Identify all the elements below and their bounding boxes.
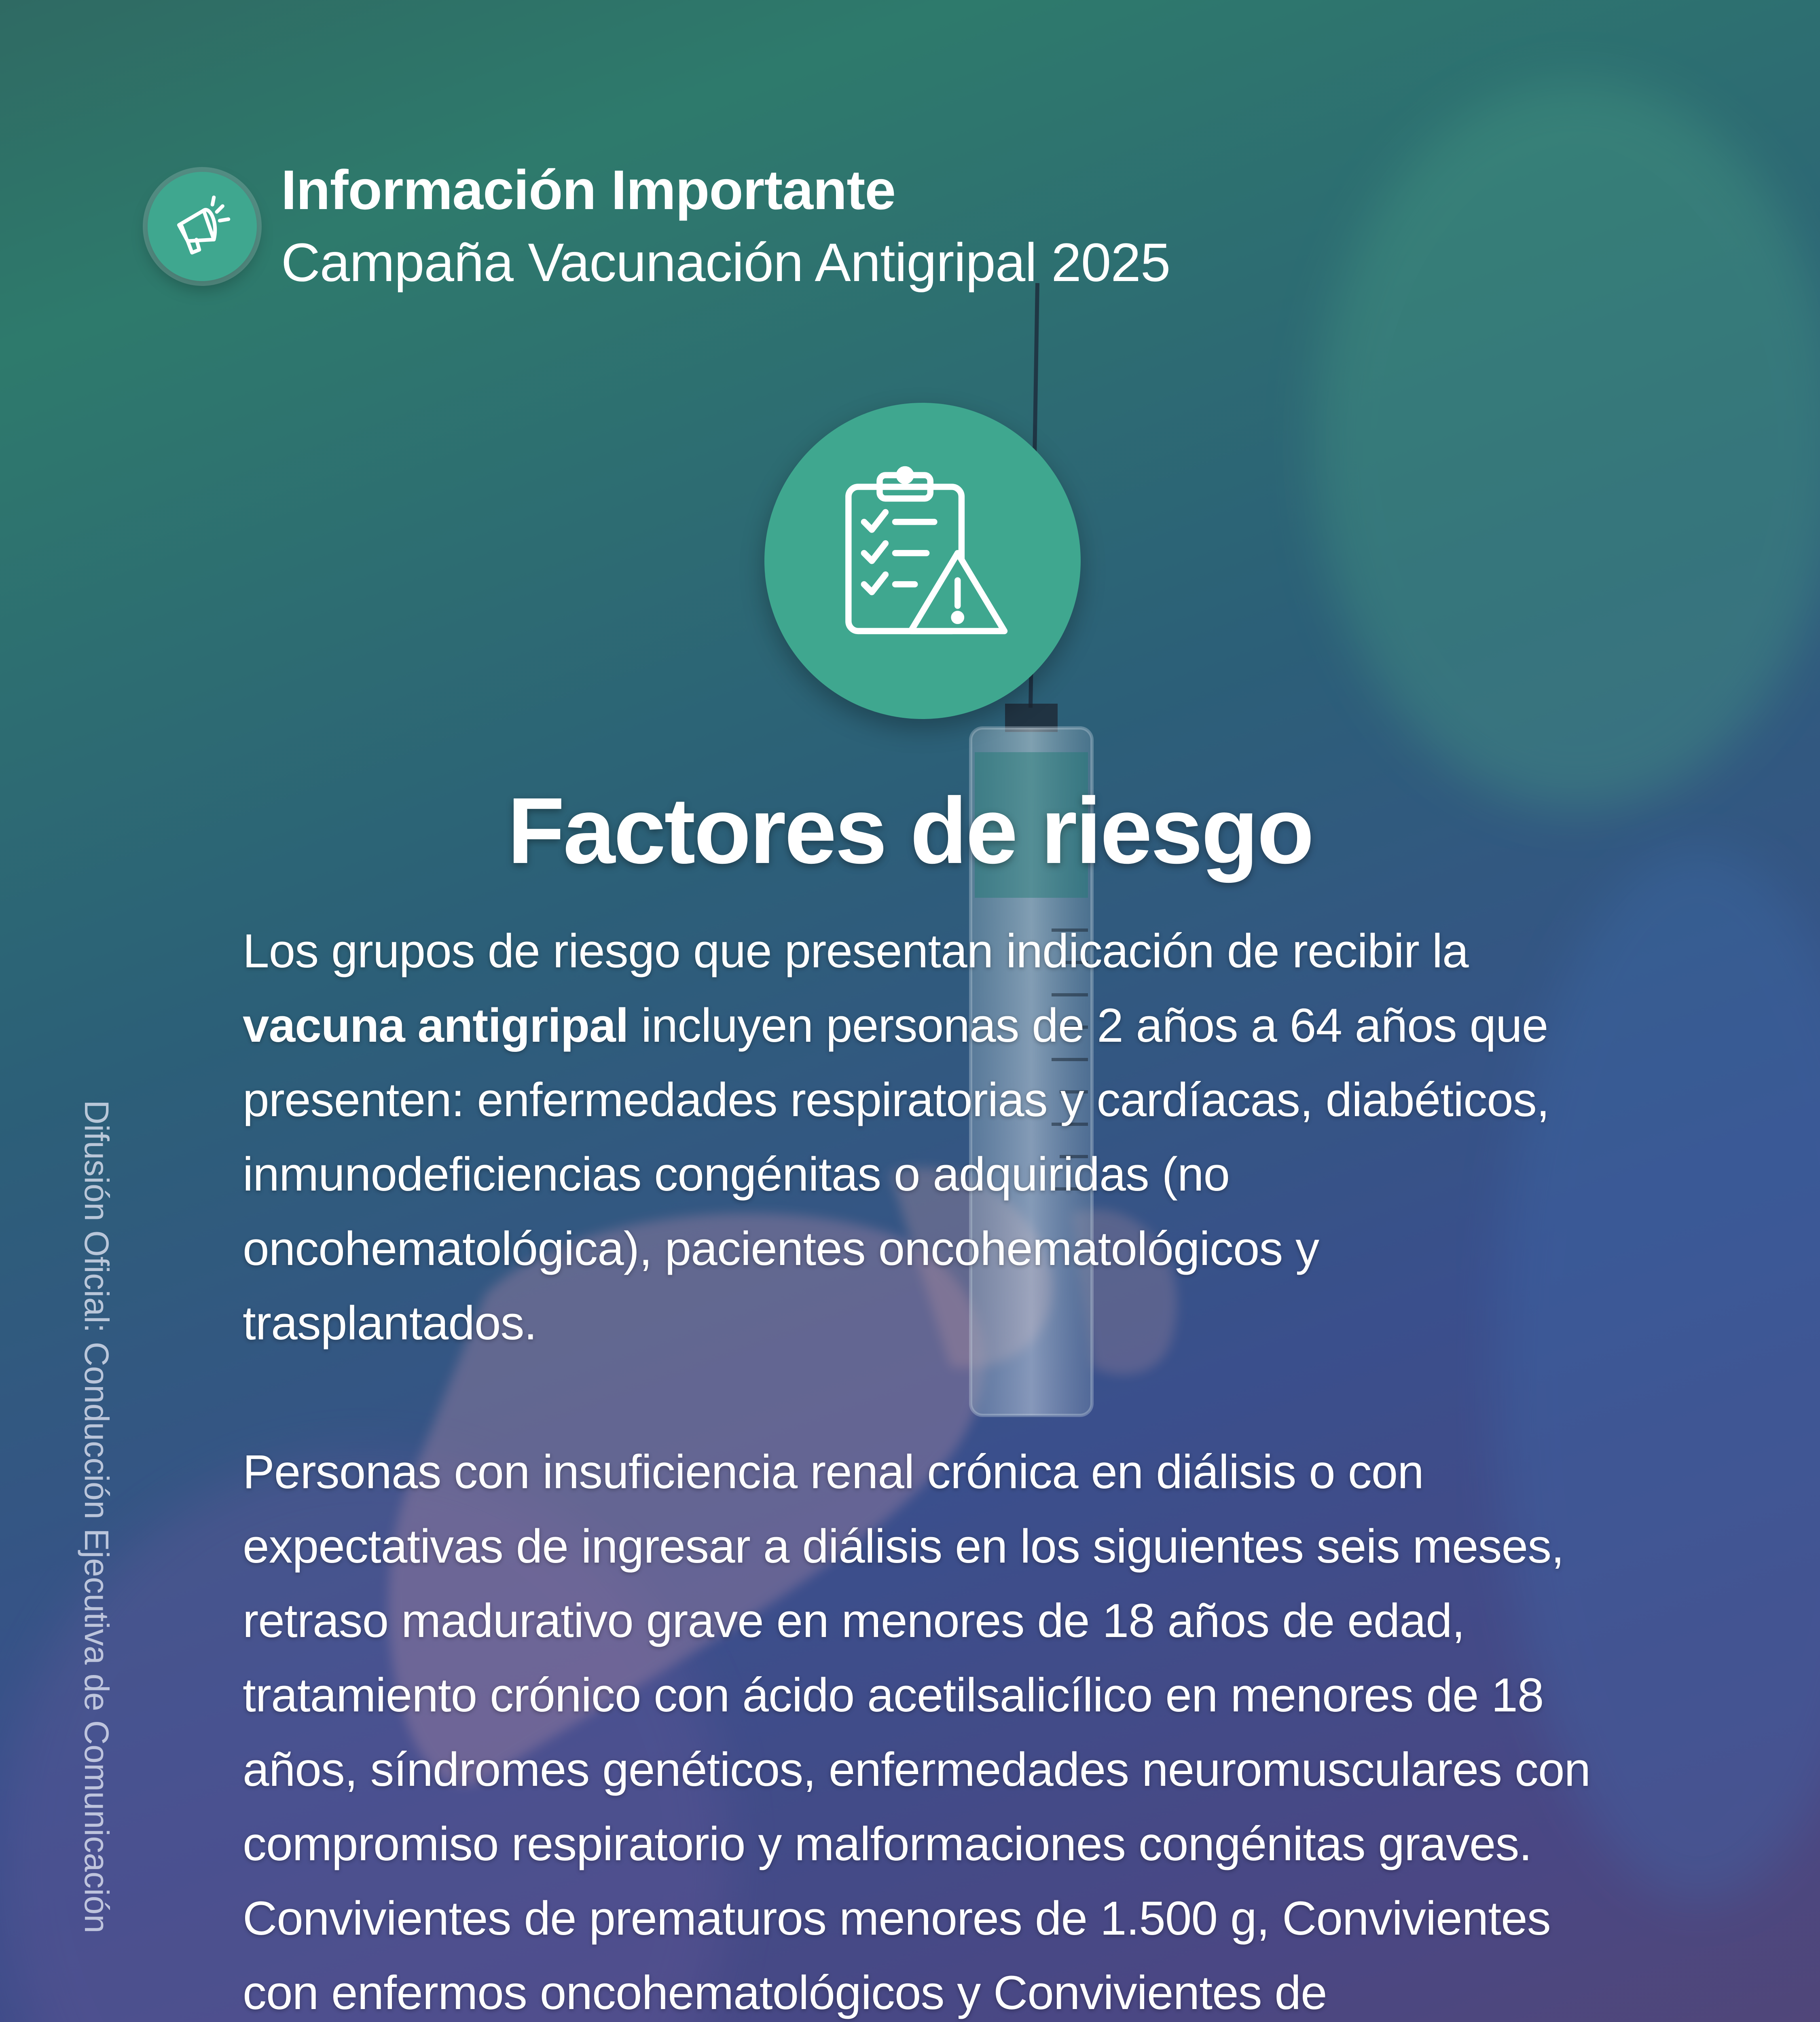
paragraph-2: Personas con insuficiencia renal crónica en diálisis o con expectativas de ingresar a diálisis en los siguientes seis meses, retraso madurativo grave en menores de 18 años de edad, tratamiento crónico con ácido acetilsalicílico en menores de 18 años, síndromes genéticos, enfermedades neuromusculares con compromiso respiratorio y malformaciones congénitas graves. Convivientes de prematuros menores de 1.500 g, Convivientes con enfermos oncohematológicos y Convivientes de <box>243 1445 1591 2020</box>
clipboard-warning-icon <box>764 403 1081 719</box>
side-credit: Difusión Oficial: Conducción Ejecutiva de Comunicación <box>78 1100 116 1933</box>
paragraph-1-lead: Los grupos de riesgo que presentan indicación de recibir la <box>243 924 1469 978</box>
paragraph-1-rest: incluyen personas de 2 años a 64 años que presenten: enfermedades respiratorias y cardíacas, diabéticos, inmunodeficiencias congénitas o adquiridas (no oncohematológica), pacientes oncohematológicos y trasplantados. <box>243 999 1549 1350</box>
body-text <box>243 914 1610 2022</box>
page-title: Factores de riesgo <box>507 778 1313 883</box>
megaphone-icon <box>148 172 257 281</box>
header <box>148 156 1442 293</box>
header-subtitle: Campaña Vacunación Antigripal 2025 <box>281 233 1170 293</box>
paragraph-1-emphasis: vacuna antigripal <box>243 999 629 1052</box>
header-title: Información Importante <box>281 159 896 221</box>
paragraph-1 <box>243 914 1610 1360</box>
